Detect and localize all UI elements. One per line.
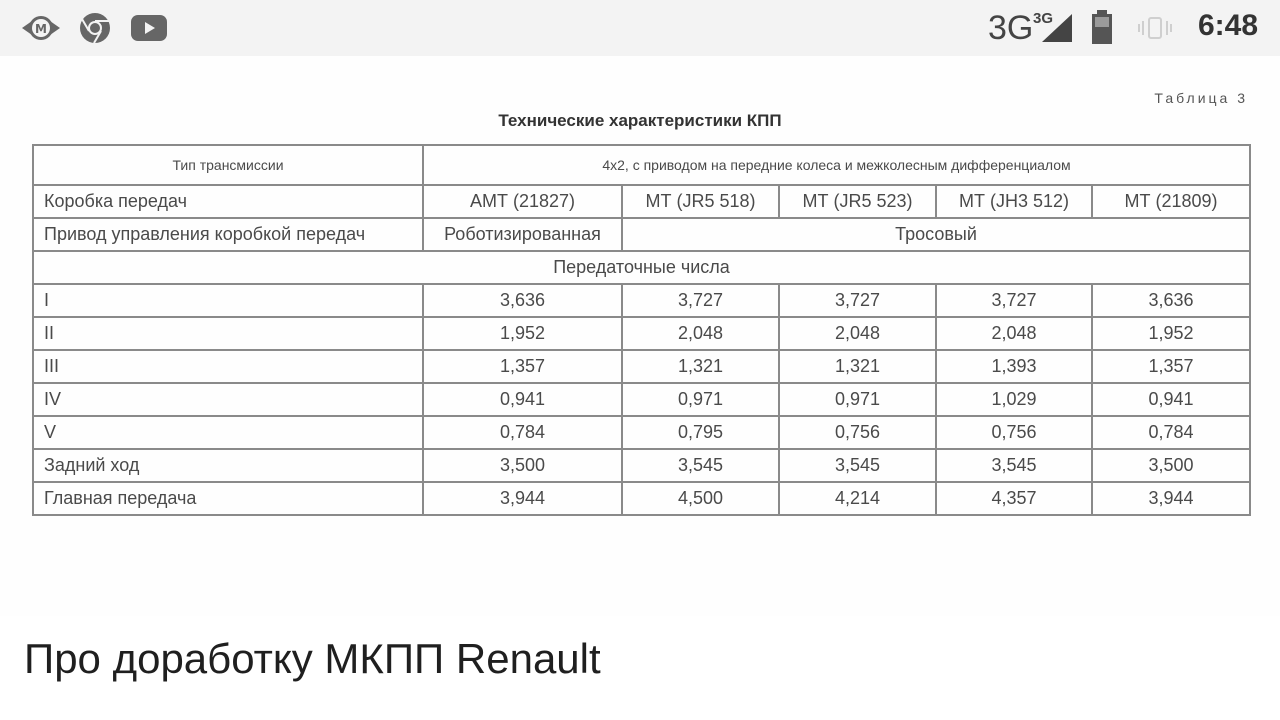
ratios-section-header: Передаточные числа (33, 251, 1250, 284)
table-row (33, 317, 1250, 350)
gearbox-column-header: АМТ (21827) (423, 185, 622, 218)
row-label: IV (33, 383, 423, 416)
table-row (33, 350, 1250, 383)
table-cell: 1,393 (936, 350, 1092, 383)
table-cell: 2,048 (936, 317, 1092, 350)
control-drive-mt: Тросовый (622, 218, 1250, 251)
table-cell: 3,636 (423, 284, 622, 317)
gearbox-column-header: МТ (JR5 523) (779, 185, 936, 218)
table-cell: 3,545 (936, 449, 1092, 482)
table-cell: 1,357 (1092, 350, 1250, 383)
row-label: Задний ход (33, 449, 423, 482)
table-cell: 0,756 (779, 416, 936, 449)
clock: 6:48 (1198, 9, 1259, 42)
svg-text:M: M (35, 22, 47, 36)
table-cell: 3,727 (936, 284, 1092, 317)
table-cell: 4,214 (779, 482, 936, 515)
table-row (33, 449, 1250, 482)
table-title: Технические характеристики КПП (498, 111, 782, 130)
table-cell: 3,944 (423, 482, 622, 515)
image-caption-link[interactable]: Про доработку МКПП Renault (24, 635, 601, 682)
table-cell: 1,321 (779, 350, 936, 383)
vibrate-icon (1125, 10, 1185, 46)
table-cell: 0,756 (936, 416, 1092, 449)
battery-icon (1090, 9, 1114, 45)
table-cell: 3,636 (1092, 284, 1250, 317)
table-number-label: Таблица 3 (1154, 90, 1248, 106)
gearbox-column-header: МТ (JR5 518) (622, 185, 779, 218)
row-label: Главная передача (33, 482, 423, 515)
table-cell: 3,545 (622, 449, 779, 482)
table-cell: 1,029 (936, 383, 1092, 416)
chrome-icon (78, 10, 112, 46)
table-cell: 0,971 (779, 383, 936, 416)
table-cell: 1,321 (622, 350, 779, 383)
gearbox-label: Коробка передач (33, 185, 423, 218)
table-cell: 3,545 (779, 449, 936, 482)
table-row (33, 185, 1250, 218)
table-cell: 4,357 (936, 482, 1092, 515)
row-label: III (33, 350, 423, 383)
network-type-superscript: 3G (1033, 10, 1054, 27)
gearbox-column-header: МТ (JH3 512) (936, 185, 1092, 218)
table-cell: 2,048 (779, 317, 936, 350)
row-label: I (33, 284, 423, 317)
table-row (33, 482, 1250, 515)
table-row (33, 218, 1250, 251)
table-cell: 0,941 (1092, 383, 1250, 416)
gearbox-spec-table (32, 144, 1251, 516)
table-row (33, 145, 1250, 185)
row-label: V (33, 416, 423, 449)
table-cell: 0,971 (622, 383, 779, 416)
document-image[interactable] (0, 56, 1280, 616)
status-bar (0, 0, 1280, 56)
table-cell: 0,941 (423, 383, 622, 416)
gearbox-column-header: МТ (21809) (1092, 185, 1250, 218)
table-cell: 0,784 (423, 416, 622, 449)
table-row (33, 251, 1250, 284)
signal-icon (1040, 10, 1074, 46)
table-cell: 1,952 (423, 317, 622, 350)
table-cell: 3,500 (423, 449, 622, 482)
table-cell: 3,500 (1092, 449, 1250, 482)
table-row (33, 416, 1250, 449)
table-cell: 2,048 (622, 317, 779, 350)
table-cell: 3,727 (779, 284, 936, 317)
transmission-type-label: Тип трансмиссии (33, 145, 423, 185)
transmission-type-value: 4x2, с приводом на передние колеса и межколесным дифференциалом (423, 145, 1250, 185)
table-cell: 0,795 (622, 416, 779, 449)
network-type-label: 3G (988, 9, 1034, 47)
table-row (33, 383, 1250, 416)
app-m-icon (20, 10, 62, 46)
table-cell: 4,500 (622, 482, 779, 515)
row-label: II (33, 317, 423, 350)
control-drive-label: Привод управления коробкой передач (33, 218, 423, 251)
table-cell: 0,784 (1092, 416, 1250, 449)
table-row (33, 284, 1250, 317)
table-cell: 1,952 (1092, 317, 1250, 350)
control-drive-amt: Роботизированная (423, 218, 622, 251)
table-cell: 3,727 (622, 284, 779, 317)
table-cell: 1,357 (423, 350, 622, 383)
table-cell: 3,944 (1092, 482, 1250, 515)
youtube-icon (130, 10, 168, 46)
